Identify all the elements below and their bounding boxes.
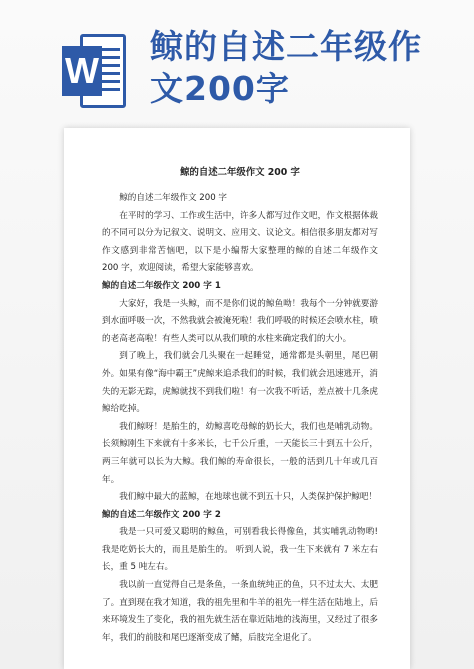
- page-title: [150, 26, 450, 110]
- section-subheading: 鲸的自述二年级作文 200 字 1: [102, 280, 221, 291]
- document-paragraph: 大家好，我是一头鲸，而不是你们说的鲸鱼呦！我每个一分钟就要游到水面呼吸一次，不然我就会被淹死啦！我们呼吸的时候还会喷水柱，喷的老高老高啦！有些人类可以从我们喷的水柱来确定我们的大小。: [102, 298, 378, 344]
- document-paragraph: 在平时的学习、工作或生活中，许多人都写过作文吧，作文根据体裁的不同可以分为记叙文、说明文、应用文、议论文。相信很多朋友都对写作文感到非常苦恼吧，以下是小编帮大家整理的鲸的自述二年级作文 200 字，欢迎阅读，希望大家能够喜欢。: [102, 210, 378, 274]
- page-title-line-1: 鲸的自述二年级作: [150, 27, 422, 66]
- document-paragraph: 我以前一直觉得自己是条鱼，一条血统纯正的鱼，只不过太大、太肥了。直到现在我才知道，我的祖先里和牛羊的祖先一样生活在陆地上，后来环境发生了变化，我的祖先就生活在靠近陆地的浅海里，又经过了很多年，我们的前肢和尾巴逐渐变成了鳍，后肢完全退化了。: [102, 580, 378, 643]
- word-icon-letter: W: [62, 46, 102, 96]
- document-preview-sheet: [64, 128, 410, 669]
- page-title-line-2: 文200字: [150, 69, 290, 108]
- document-paragraph: 我们鲸中最大的蓝鲸，在地球也就不到五十只，人类保护保护鲸吧！: [119, 492, 378, 503]
- document-paragraph: 我是一只可爱又聪明的鲸鱼，可别看我长得像鱼，其实哺乳动物哟!我是吃奶长大的，而且是胎生的。 听到人说，我一生下来就有 7 米左右长，重 5 吨左右。: [102, 527, 378, 573]
- section-subheading: 鲸的自述二年级作文 200 字 2: [102, 509, 221, 520]
- document-paragraph: 我们鲸呀！是胎生的，幼鲸喜吃母鲸的奶长大，我们也是哺乳动物。长须鲸刚生下来就有十多米长，七千公斤重，一天能长三十到五十公斤，两三年就可以长为大鲸。我们鲸的寿命很长，一般的活到几十年或几百年。: [102, 421, 378, 485]
- document-paragraph: 鲸的自述二年级作文 200 字: [119, 193, 227, 203]
- document-heading: 鲸的自述二年级作文 200 字: [180, 167, 300, 178]
- document-paragraph: 到了晚上，我们就会几头聚在一起睡觉，通常都是头朝里，尾巴朝外。如果有像“海中霸王”虎鲸来追杀我们的时候，我们就会迅速逃开，消失的无影无踪，虎鲸就找不到我们啦！有一次我不听话，差点被十几条虎鲸给吃掉。: [102, 351, 378, 415]
- document-body: [102, 164, 378, 647]
- word-document-icon: [62, 34, 130, 108]
